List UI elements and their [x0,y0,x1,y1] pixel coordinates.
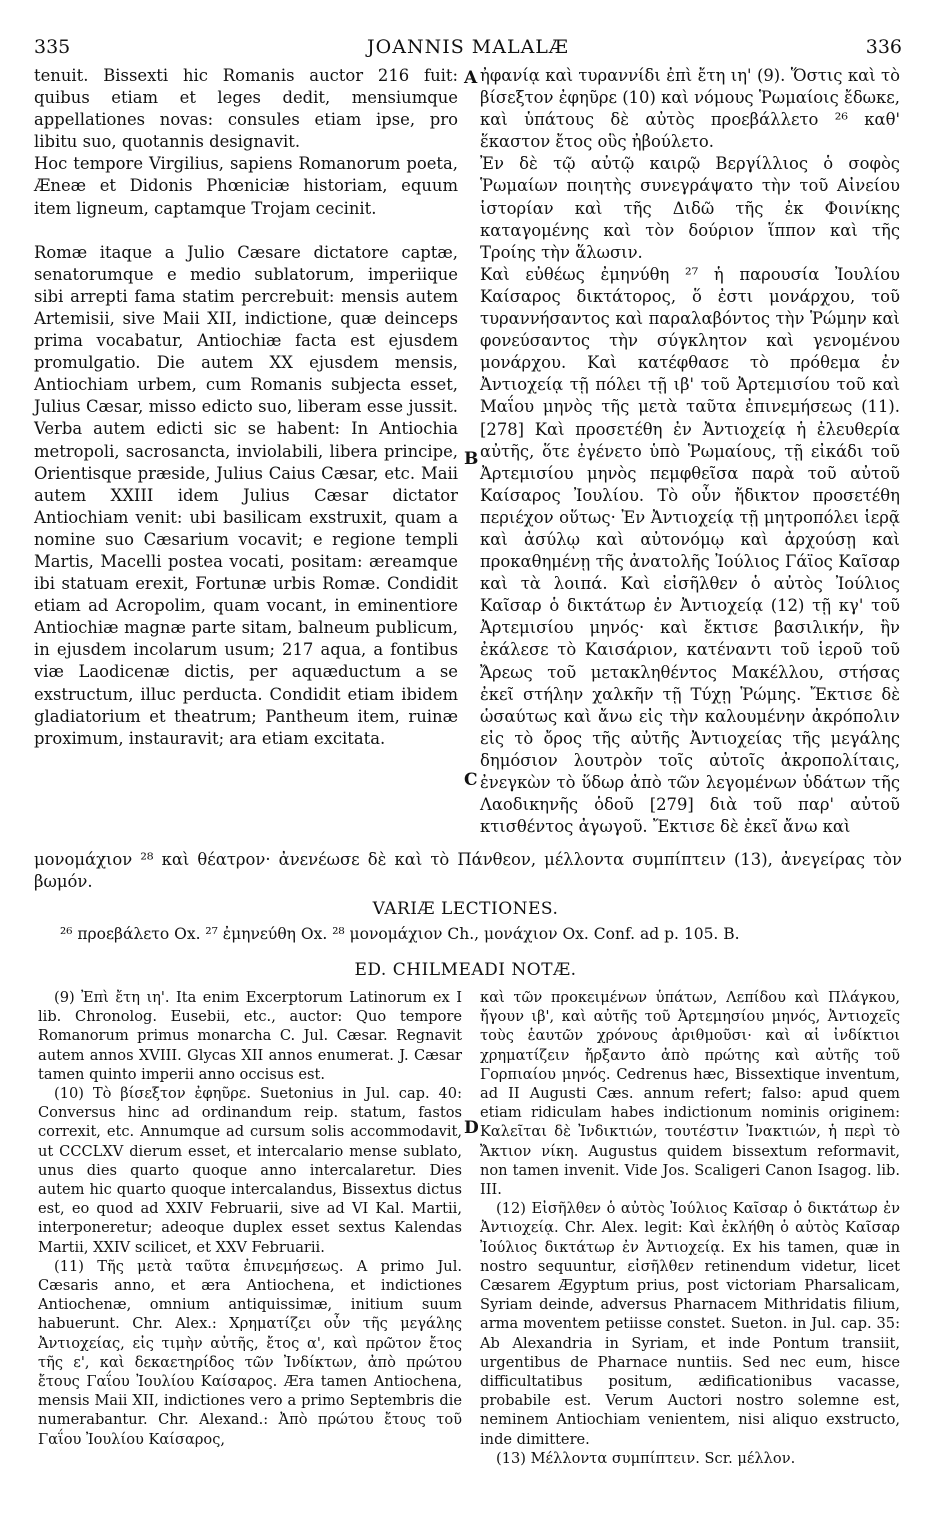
running-title: JOANNIS MALALÆ [367,36,569,58]
variae-lectiones-text: ²⁶ προεβάλετο Ox. ²⁷ ἐμηνεύθη Ox. ²⁸ μονομάχιον Ch., μονάχιον Ox. Conf. ad p. 105. B. [60,925,740,943]
note-9: (9) Ἐπὶ ἔτη ιη'. Ita enim Excerptorum Latinorum ex I lib. Chronolog. Eusebii, etc., auctor: Quo tempore Romanorum primus monarcha C. Jul. Cæsar. Regnavit autem annos XVIII. Glycas XII annos enumerat. J. Cæsar tamen quinto imperii anno occisus est. [38,989,462,1083]
greek-tail-text: μονομάχιον ²⁸ καὶ θέατρον· ἀνενέωσε δὲ καὶ τὸ Πάνθεον, μέλλοντα συμπίπτειν (13), ἀνεγείρας τὸν βωμόν. [34,850,902,892]
notes-right-column [480,988,900,1468]
page-number-right: 336 [865,36,902,58]
latin-column [34,65,458,750]
note-11-continued: καὶ τῶν προκειμένων ὑπάτων, Λεπίδου καὶ Πλάγκου, ἤγουν ιβ', καὶ αὐτῆς τοῦ Ἀρτεμησίου μηνός, Ἀντιοχεῖς τοὺς ἑαυτῶν χρόνους ἀριθμοῦσι· καὶ αἱ ἰνδίκτιοι χρηματίζειν ἤρξαντο ἀπὸ πρώτης καὶ αὐτῆς τοῦ Γορπιαίου μηνός. Cedrenus hæc, Bissextique inventum, ad II Augusti Cæs. annum refert; falso: apud quem etiam ridiculam habes indictionum nominis originem: Καλεῖται δὲ Ἰνδικτιών, τουτέστιν Ἰνακτιών, ἡ περὶ τὸ Ἄκτιον νίκη. Augustus quidem bissextum reformavit, non tamen invenit. Vide Jos. Scaligeri Canon Isagog. lib. III. [480,989,900,1199]
notes-left-column [38,988,462,1449]
margin-marker-a: A [464,68,478,88]
greek-paragraph-2: Ἐν δὲ τῷ αὐτῷ καιρῷ Βεργίλλιος ὁ σοφὸς Ῥωμαίων ποιητὴς συνεγράψατο τὴν τοῦ Αἰνείου ἱστορίαν καὶ τῆς Διδῶ τῆς ἐκ Φοινίκης καταγομένης καὶ τὸν δούριον ἵππον καὶ τῆς Τροίης τὴν ἅλωσιν. [480,154,900,262]
greek-paragraph-1: ἠφανίᾳ καὶ τυραννίδι ἐπὶ ἔτη ιη' (9). Ὅστις καὶ τὸ βίσεξτον ἐφηῦρε (10) καὶ νόμους Ῥωμαίοις ἔδωκε, καὶ ὑπάτους δὲ αὐτὸς προεβάλλετο ²⁶ καθ' ἕκαστον ἔτος οὓς ἠβούλετο. [480,66,900,152]
note-11: (11) Τῆς μετὰ ταῦτα ἐπινεμήσεως. A primo Jul. Cæsaris anno, et æra Antiochena, et indictiones Antiochenæ, omnium antiquissimæ, initium suum habuerunt. Chr. Alex.: Χρηματίζει οὖν τῆς μεγάλης Ἀντιοχείας, εἰς τιμὴν αὐτῆς, ἔτος α', καὶ πρῶτον ἔτος τῆς ε', καὶ δεκαετηρίδος τῶν Ἰνδίκτων, ἀπὸ πρώτου ἔτους Γαΐου Ἰουλίου Καίσαρος. Æra tamen Antiochena, mensis Maii XII, indictiones vero a primo Septembris die numerabantur. Chr. Alexand.: Ἀπὸ πρώτου ἔτους τοῦ Γαΐου Ἰουλίου Καίσαρος, [38,1257,462,1448]
greek-column [480,65,900,838]
page-number-left: 335 [34,36,71,58]
variae-lectiones-heading: VARIÆ LECTIONES. [372,899,559,919]
margin-marker-b: B [464,449,479,469]
page-header [34,36,902,62]
latin-paragraph-2: Hoc tempore Virgilius, sapiens Romanorum poeta, Æneæ et Didonis Phœniciæ historiam, equum item ligneum, captamque Trojam cecinit. [34,154,458,218]
notes-heading: ED. CHILMEADI NOTÆ. [354,960,577,980]
note-10: (10) Τὸ βίσεξτον ἐφηῦρε. Suetonius in Jul. cap. 40: Conversus hinc ad ordinandum reip. statum, fastos correxit, etc. Annumque ad cursum solis accommodavit, ut CCCLXV dierum esset, et intercalario mense sublato, unus dies quarto quoque anno intercalaretur. Dies autem hic quarto quoque intercalandus, Bissextus dictus est, eo quod ad XXIV Februarii, sive ad VI Kal. Martii, interponeretur; adeoque duplex esset sextus Kalendas Martii, XXIV scilicet, et XXV Februarii. [38,1085,462,1256]
margin-marker-c: C [464,770,478,790]
latin-paragraph-3: Romæ itaque a Julio Cæsare dictatore captæ, senatorumque e medio sublatorum, imperiique sibi arrepti fama statim percrebuit: mensis autem Artemisii, sive Maii XII, indictione, quæ deinceps prima vocabatur, Antiochiæ facta est ejusdem promulgatio. Die autem XX ejusdem mensis, Antiochiam urbem, cum Romanis subjecta esset, Julius Cæsar, misso edicto suo, liberam esse jussit. Verba autem edicti sic se habent: In Antiochia metropoli, sacrosancta, inviolabili, libera principe, Orientisque præside, Julius Caius Cæsar, etc. Maii autem XXIII idem Julius Cæsar dictator Antiochiam venit: ubi basilicam exstruxit, quam a nomine suo Cæsarium vocavit; e regione templi Martis, Macelli postea vocati, positam: æreamque ibi statuam erexit, Fortunæ urbis Romæ. Condidit etiam ad Acropolim, quam vocant, in eminentiore Antiochiæ magnæ parte sitam, balneum publicum, in ejusdem incolarum usum; 217 aqua, a fontibus viæ Laodicenæ dictis, per aquæductum a se exstructum, illuc perducta. Condidit etiam ibidem gladiatorium et theatrum; Pantheum item, ruinæ proximum, instauravit; ara etiam excitata. [34,242,458,748]
latin-paragraph-1: tenuit. Bissexti hic Romanis auctor 216 fuit: quibus etiam et leges dedit, mensiumque appellationes novas: consules etiam ipse, pro libitu suo, quotannis designavit. [34,66,458,152]
note-13: (13) Μέλλοντα συμπίπτειν. Scr. μέλλον. [496,1449,796,1467]
greek-paragraph-3: Καὶ εὐθέως ἐμηνύθη ²⁷ ἡ παρουσία Ἰουλίου Καίσαρος δικτάτορος, ὅ ἐστι μονάρχου, τοῦ τυραννήσαντος καὶ παραλαβόντος τὴν Ῥώμην καὶ φονεύσαντος τὴν σύγκλητον καὶ γενομένου μονάρχου. Καὶ κατέφθασε τὸ πρόθεμα ἐν Ἀντιοχείᾳ τῇ πόλει τῇ ιβ' τοῦ Ἀρτεμισίου τοῦ καὶ Μαΐου μηνὸς τῆς μετὰ ταῦτα ἐπινεμήσεως (11). [278] Καὶ προσετέθη ἐν Ἀντιοχείᾳ ἡ ἐλευθερία αὐτῆς, ὅτε ἐγένετο ὑπὸ Ῥωμαίους, τῇ εἰκάδι τοῦ Ἀρτεμισίου μηνὸς πεμφθεῖσα παρὰ τοῦ αὐτοῦ Καίσαρος Ἰουλίου. Τὸ οὖν ἤδικτον προσετέθη περιέχον οὕτως· Ἐν Ἀντιοχείᾳ τῇ μητροπόλει ἱερᾷ καὶ ἀσύλῳ καὶ αὐτονόμῳ καὶ ἀρχούσῃ καὶ προκαθημένῃ τῆς ἀνατολῆς Ἰούλιος Γάϊος Καῖσαρ καὶ τὰ λοιπά. Καὶ εἰσῆλθεν ὁ αὐτὸς Ἰούλιος Καῖσαρ ὁ δικτάτωρ ἐν Ἀντιοχείᾳ (12) τῇ κγ' τοῦ Ἀρτεμισίου μηνός· καὶ ἔκτισε βασιλικήν, ἣν ἐκάλεσε τὸ Καισάριον, κατέναντι τοῦ ἱεροῦ τοῦ Ἄρεως τοῦ μετακληθέντος Μακέλλου, στήσας ἐκεῖ στήλην χαλκῆν τῇ Τύχῃ Ῥώμης. Ἔκτισε δὲ ὡσαύτως καὶ ἄνω εἰς τὴν καλουμένην ἀκρόπολιν εἰς τὸ ὄρος τῆς αὐτῆς Ἀντιοχείας τῆς μεγάλης δημόσιον λουτρὸν τοῖς αὐτοῖς ἀκροπολίταις, ἐνεγκὼν τὸ ὕδωρ ἀπὸ τῶν λεγομένων ὑδάτων τῆς Λαοδικηνῆς ὁδοῦ [279] διὰ τοῦ παρ' αὐτοῦ κτισθέντος ἀγωγοῦ. Ἔκτισε δὲ ἐκεῖ ἄνω καὶ [480,264,900,837]
margin-marker-d: D [464,1118,479,1138]
note-12: (12) Εἰσῆλθεν ὁ αὐτὸς Ἰούλιος Καῖσαρ ὁ δικτάτωρ ἐν Ἀντιοχείᾳ. Chr. Alex. legit: Καὶ ἐκλήθη ὁ αὐτὸς Καῖσαρ Ἰούλιος δικτάτωρ ἐν Ἀντιοχείᾳ. Ex his tamen, quæ in nostro sequuntur, εἰσῆλθεν retinendum videtur, licet Cæsarem Ægyptum prius, post victoriam Pharsalicam, Syriam deinde, adversus Pharnacem Mithridatis filium, arma moventem petiisse constet. Sueton. in Jul. cap. 35: Ab Alexandria in Syriam, et inde Pontum transiit, urgentibus de Pharnace nuntiis. Sed nec eum, hisce difficultatibus positum, ædificationibus vacasse, probabile est. Verum Auctori nostro solemne est, neminem Antiochiam venientem, nisi aliquo exstructo, inde dimittere. [480,1200,900,1448]
greek-full-width-tail [34,849,902,893]
